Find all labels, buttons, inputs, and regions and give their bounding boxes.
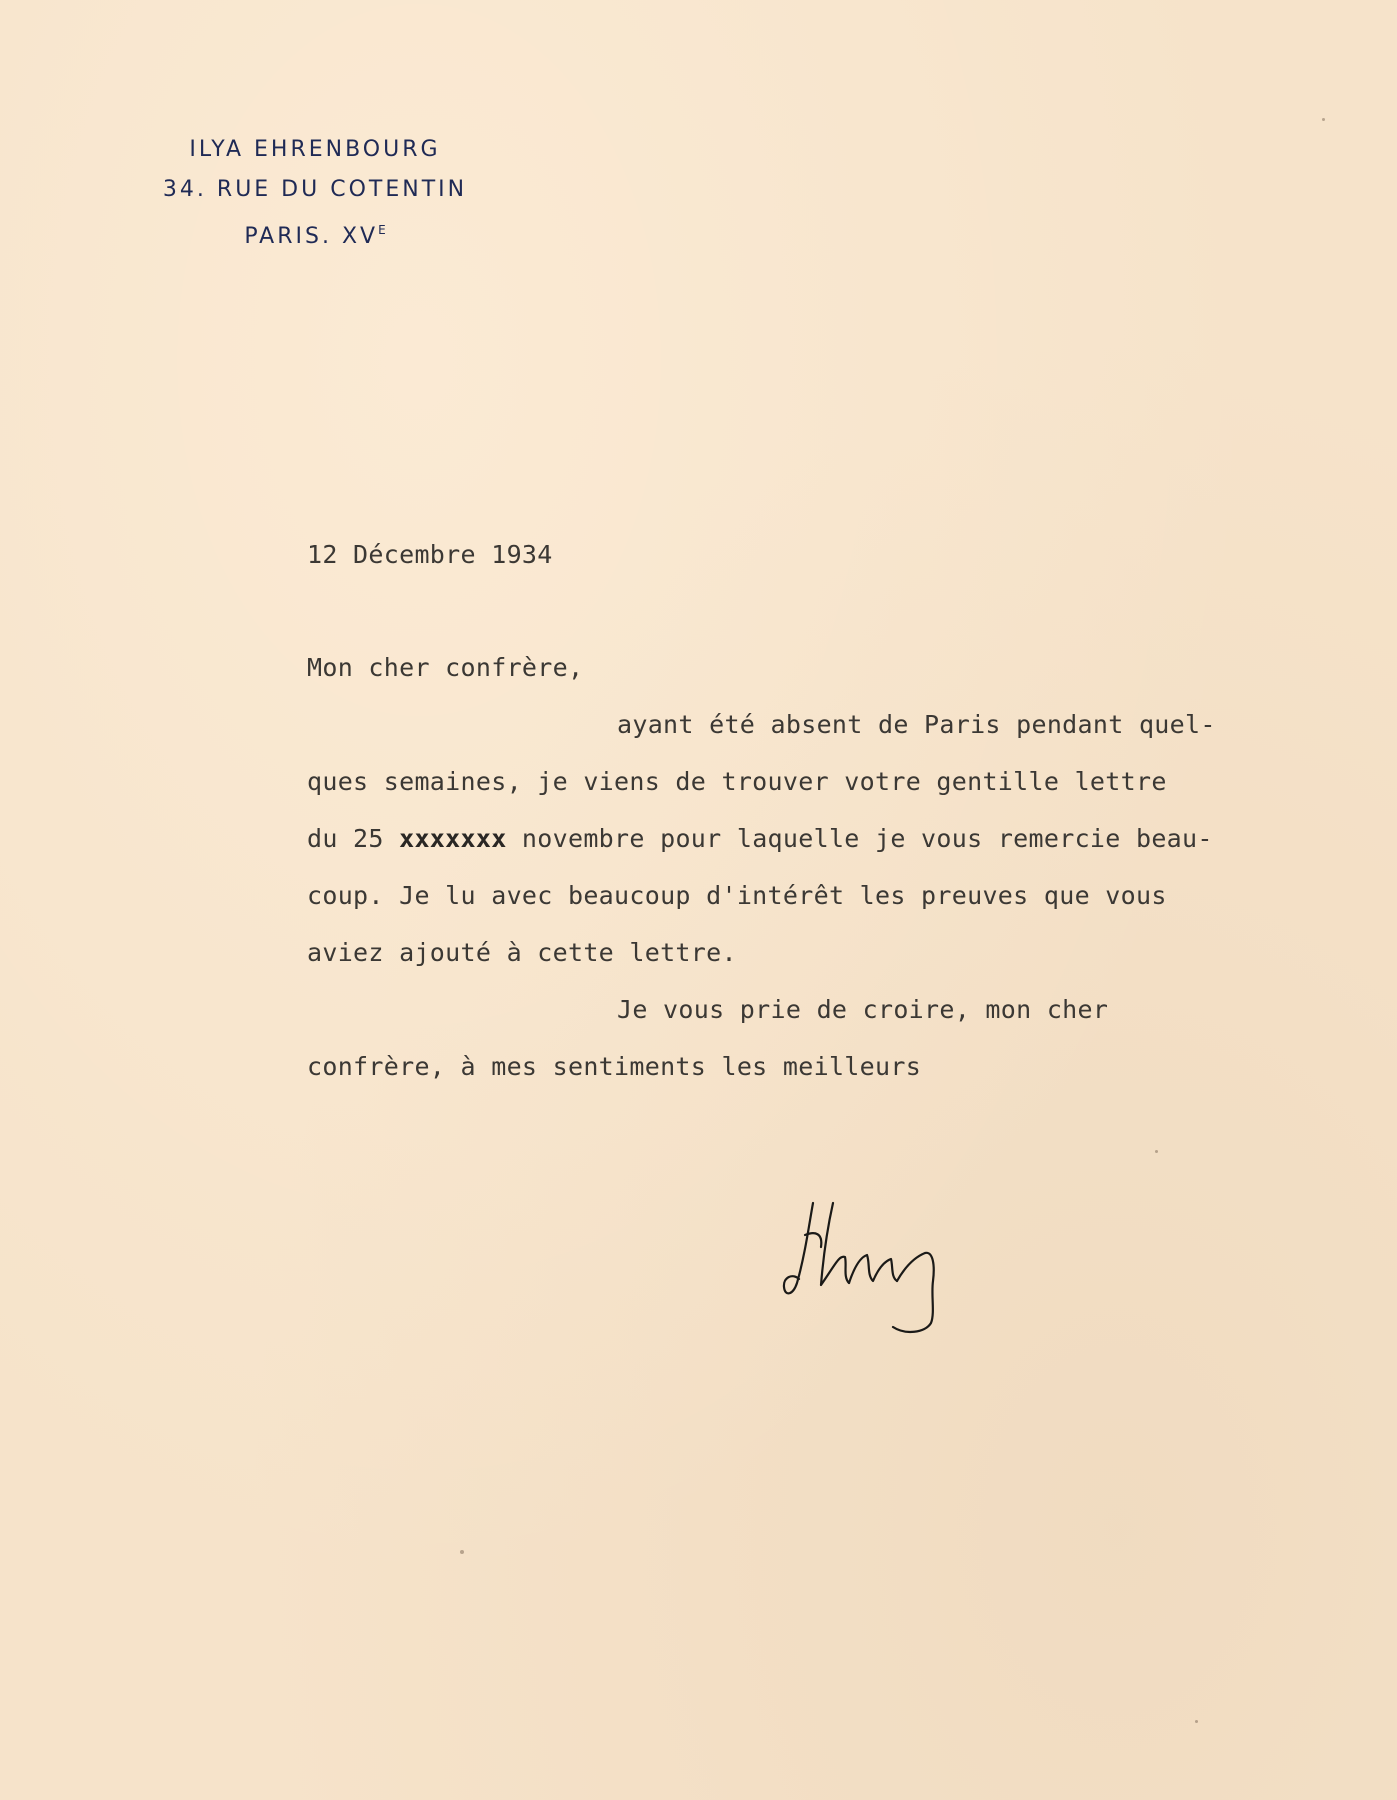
body-line-2: ques semaines, je viens de trouver votre gentille lettre [307, 767, 1167, 796]
body-line-3 [307, 824, 1213, 853]
paper-speck [1322, 118, 1325, 121]
closing-line-1: Je vous prie de croire, mon cher [617, 995, 1109, 1024]
body-line-3-start: du 25 [307, 824, 400, 853]
paper-speck [1155, 1150, 1158, 1153]
letterhead-name: ILYA EHRENBOURG [189, 137, 441, 162]
letterhead-city-line [125, 210, 505, 257]
body-line-4: coup. Je lu avec beaucoup d'intérêt les preuves que vous [307, 881, 1167, 910]
paper-speck [460, 1550, 464, 1554]
letter-salutation: Mon cher confrère, [307, 653, 584, 682]
closing-line-2: confrère, à mes sentiments les meilleurs [307, 1052, 922, 1081]
body-line-3-end: novembre pour laquelle je vous remercie beau- [506, 824, 1213, 853]
letterhead-city-suffix: E [378, 223, 386, 237]
paper-speck [1195, 1720, 1198, 1723]
body-line-5: aviez ajouté à cette lettre. [307, 938, 737, 967]
letterhead [125, 130, 505, 257]
letterhead-city: PARIS. XV [244, 224, 379, 249]
body-line-1: ayant été absent de Paris pendant quel- [617, 710, 1216, 739]
struck-out-text: xxxxxxx [399, 824, 507, 853]
handwritten-signature [775, 1195, 975, 1335]
letter-date: 12 Décembre 1934 [307, 540, 553, 569]
letterhead-address: 34. RUE DU COTENTIN [162, 177, 468, 202]
